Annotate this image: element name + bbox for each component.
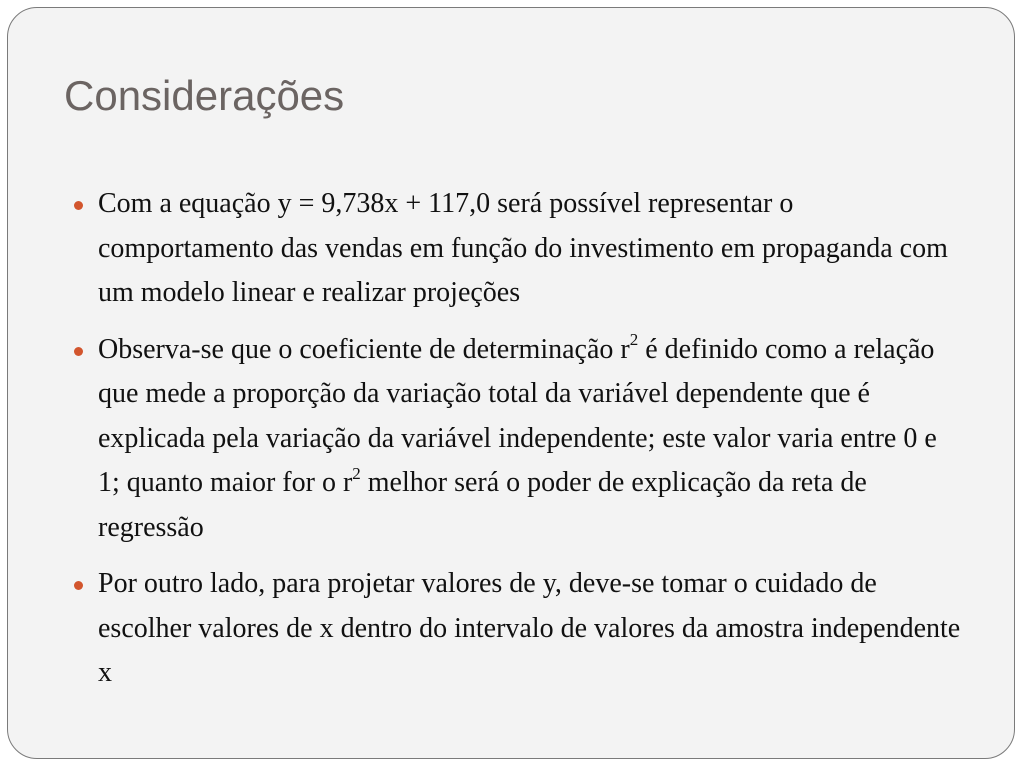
bullet-text: Por outro lado, para projetar valores de y, deve-se tomar o cuidado de escolher valores de x dentro do intervalo de valores da amostra independente x (98, 568, 961, 688)
bullet-list (64, 182, 964, 708)
superscript-exponent: 2 (629, 330, 639, 350)
bullet-dot-icon (74, 347, 83, 356)
slide-title: Considerações (64, 72, 345, 119)
bullet-text-part: Observa-se que o coeficiente de determinação r (98, 333, 630, 365)
slide (7, 7, 1015, 759)
bullet-dot-icon (74, 581, 83, 590)
bullet-text: Com a equação y = 9,738x + 117,0 será possível representar o comportamento das vendas em função do investimento em propaganda com um modelo linear e realizar projeções (98, 188, 948, 308)
bullet-item-determination (64, 328, 964, 551)
superscript-exponent: 2 (352, 463, 361, 483)
bullet-item-projection (64, 562, 964, 696)
bullet-item-equation (64, 182, 964, 316)
bullet-text-part: é definido como a relação que mede a proporção da variação total da variável dependente que é explicada pela variação da variável independente; este valor varia entre 0 e 1; quanto maior for o r (98, 333, 937, 498)
bullet-dot-icon (74, 201, 83, 210)
bullet-text-part: melhor será o poder de explicação da reta de regressão (98, 467, 867, 543)
bullet-text (98, 328, 964, 551)
